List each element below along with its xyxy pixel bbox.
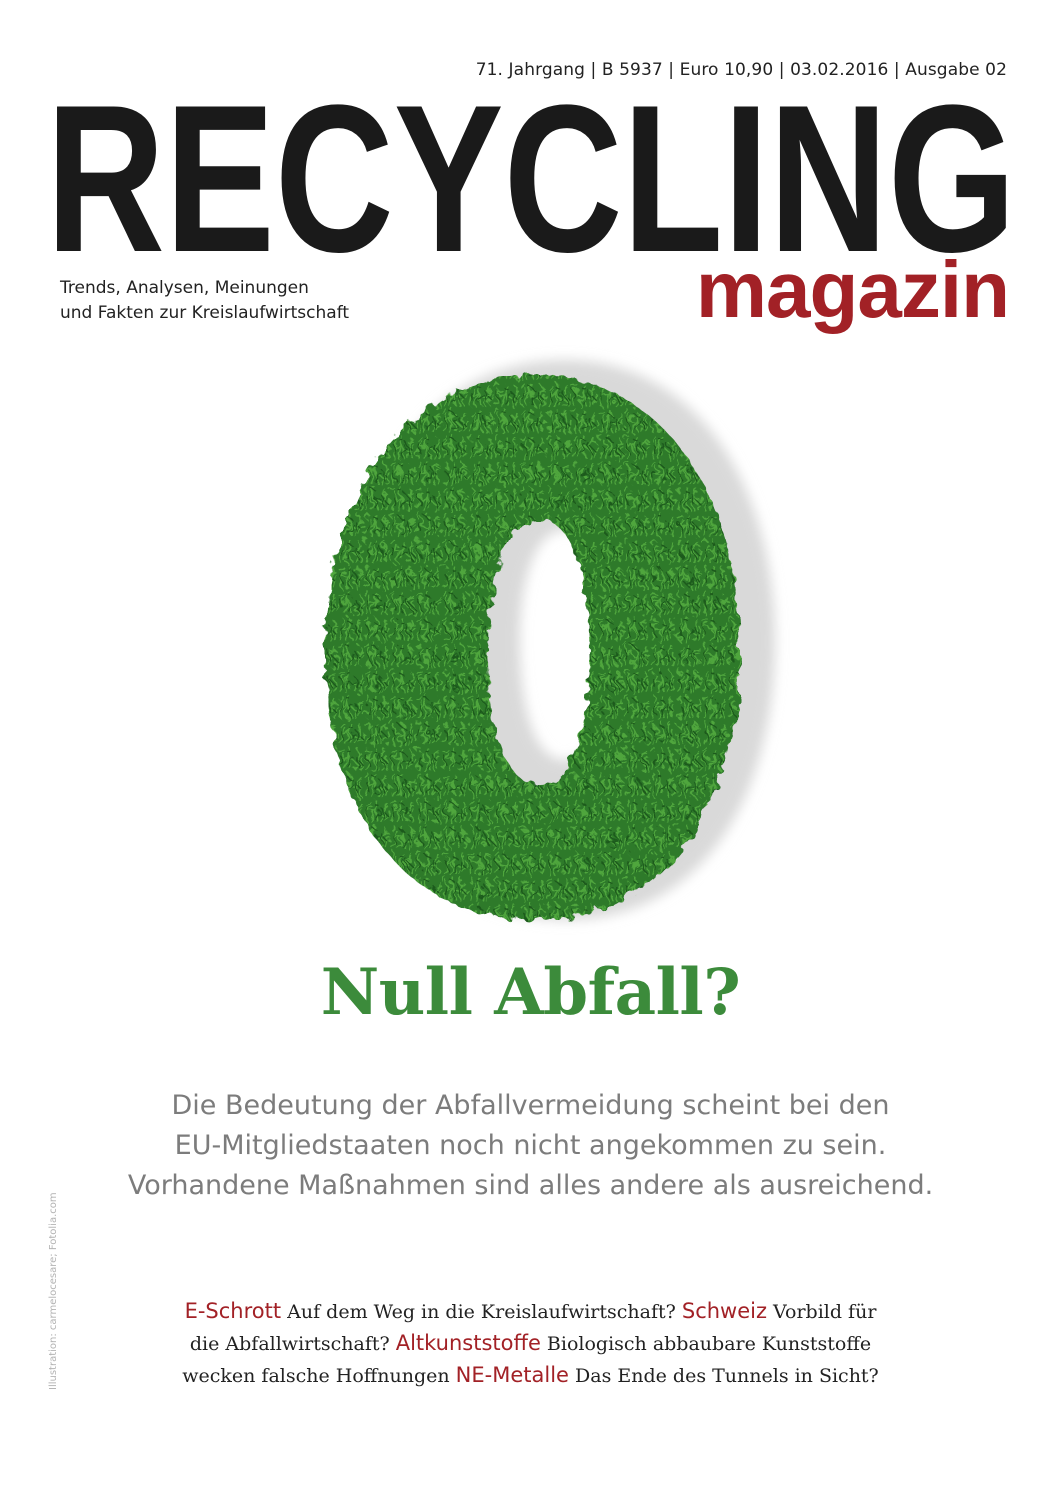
topic-key-schweiz: Schweiz xyxy=(681,1299,767,1323)
sub-brand: magazin xyxy=(695,245,1009,334)
cover-lead xyxy=(0,1086,1061,1206)
topics-line-3 xyxy=(0,1360,1061,1392)
lead-line-1: Die Bedeutung der Abfallvermeidung scheint bei den xyxy=(171,1090,890,1121)
illustration-credit: Illustration: carmelocesare; Fotolia.com xyxy=(48,1192,59,1390)
topics-line-2 xyxy=(0,1328,1061,1360)
lead-line-2: EU-Mitgliedstaaten noch nicht angekommen zu sein. xyxy=(174,1130,887,1161)
lead-line-3: Vorhandene Maßnahmen sind alles andere als ausreichend. xyxy=(127,1170,934,1201)
grass-zero-icon xyxy=(0,330,1061,960)
topics-line-1 xyxy=(0,1296,1061,1328)
topic-text-e-schrott: Auf dem Weg in die Kreislaufwirtschaft? xyxy=(281,1301,682,1323)
tagline-line-2: und Fakten zur Kreislaufwirtschaft xyxy=(60,303,350,323)
topic-text-schweiz-b: die Abfallwirtschaft? xyxy=(189,1333,396,1355)
title-text: RECYCLING xyxy=(46,86,1016,261)
tagline-line-1: Trends, Analysen, Meinungen xyxy=(60,278,309,298)
topic-key-ne-metalle: NE-Metalle xyxy=(455,1363,569,1387)
grass-zero-illustration xyxy=(0,330,1061,960)
topic-key-e-schrott: E-Schrott xyxy=(184,1299,282,1323)
tagline xyxy=(60,276,349,326)
topic-key-altkunststoffe: Altkunststoffe xyxy=(395,1331,541,1355)
topic-text-ne-metalle: Das Ende des Tunnels in Sicht? xyxy=(568,1365,879,1387)
topic-text-schweiz-a: Vorbild für xyxy=(767,1301,877,1323)
topics-teaser xyxy=(0,1296,1061,1392)
issue-info: 71. Jahrgang | B 5937 | Euro 10,90 | 03.02.2016 | Ausgabe 02 xyxy=(475,60,1007,80)
magazine-title xyxy=(46,86,1016,261)
title-logotype xyxy=(46,86,1016,261)
cover-headline: Null Abfall? xyxy=(320,955,741,1030)
topic-text-altkunststoffe-a: Biologisch abbaubare Kunststoffe xyxy=(540,1333,872,1355)
topic-text-altkunststoffe-b: wecken falsche Hoffnungen xyxy=(182,1365,456,1387)
